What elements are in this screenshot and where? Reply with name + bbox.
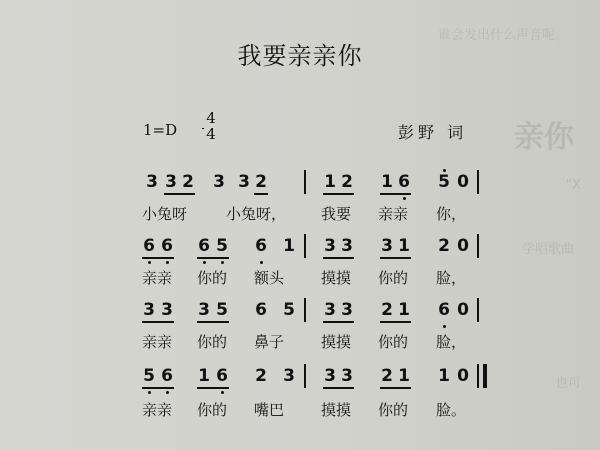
note: 3 xyxy=(238,172,250,192)
note: 1 xyxy=(198,366,210,386)
low-octave-dot xyxy=(148,391,151,394)
note: 2 xyxy=(438,236,450,256)
note: 3 xyxy=(341,300,353,320)
note: 6 xyxy=(161,366,173,386)
background-text-side-b: 学唱歌曲 xyxy=(522,242,575,257)
low-octave-dot xyxy=(221,261,224,264)
time-signature-bottom: 4 xyxy=(206,125,216,143)
note: 3 xyxy=(283,366,295,386)
note: 2 xyxy=(255,366,267,386)
note: 3 xyxy=(213,172,225,192)
note: 1 xyxy=(398,366,410,386)
note: 1 xyxy=(381,172,393,192)
note: 6 xyxy=(255,236,267,256)
lyric-word: 亲亲 xyxy=(142,333,173,351)
bar-line xyxy=(304,170,306,194)
background-text-top-right: 谁会发出什么声音呢。 xyxy=(438,28,569,43)
bar-line xyxy=(304,364,306,388)
eighth-beam xyxy=(380,321,411,323)
lyric-word: 脸， xyxy=(436,269,467,287)
bar-line xyxy=(477,234,479,258)
eighth-beam xyxy=(164,193,195,195)
final-bar-line-thin xyxy=(477,364,479,388)
lyric-word: 你的 xyxy=(378,333,409,351)
lyric-word: 脸。 xyxy=(436,401,467,419)
lyricist-credit: 彭野 词 xyxy=(398,123,468,142)
lyric-word: 你的 xyxy=(197,269,228,287)
final-bar-line-thick xyxy=(483,364,487,388)
time-signature xyxy=(202,110,220,142)
note: 2 xyxy=(341,172,353,192)
lyric-word: 你的 xyxy=(378,401,409,419)
eighth-beam xyxy=(197,257,229,259)
note: 1 xyxy=(398,236,410,256)
background-text-side-title: 亲你 xyxy=(514,120,574,155)
lyric-word: 嘴巴 xyxy=(254,401,285,419)
key-signature: 1=D xyxy=(143,121,178,139)
low-octave-dot xyxy=(260,261,263,264)
time-signature-top: 4 xyxy=(206,109,216,127)
eighth-beam xyxy=(323,321,354,323)
song-title: 我要亲亲你 xyxy=(237,42,363,70)
lyric-word: 你的 xyxy=(378,269,409,287)
note: 3 xyxy=(341,236,353,256)
note: 3 xyxy=(161,300,173,320)
note: 2 xyxy=(255,172,267,192)
lyric-word: 小兔呀 xyxy=(142,205,188,223)
note: 1 xyxy=(398,300,410,320)
eighth-beam xyxy=(197,321,229,323)
note: 6 xyxy=(438,300,450,320)
eighth-beam xyxy=(380,257,411,259)
note: 0 xyxy=(457,300,469,320)
lyric-word: 摸摸 xyxy=(321,269,352,287)
note: 1 xyxy=(283,236,295,256)
eighth-beam xyxy=(323,257,354,259)
time-signature-divider xyxy=(202,128,204,129)
lyric-word: 亲亲 xyxy=(378,205,409,223)
background-text-side-a: "X xyxy=(566,178,581,193)
lyric-word: 小兔呀， xyxy=(226,205,287,223)
lyric-word: 亲亲 xyxy=(142,269,173,287)
note: 6 xyxy=(398,172,410,192)
lyric-word: 摸摸 xyxy=(321,333,352,351)
lyric-word: 我要 xyxy=(321,205,352,223)
eighth-beam xyxy=(323,387,354,389)
note: 2 xyxy=(381,366,393,386)
eighth-beam xyxy=(380,387,411,389)
note: 3 xyxy=(324,366,336,386)
bar-line xyxy=(304,234,306,258)
low-octave-dot xyxy=(221,391,224,394)
note: 6 xyxy=(161,236,173,256)
lyric-word: 鼻子 xyxy=(254,333,285,351)
bar-line xyxy=(304,298,306,322)
note: 3 xyxy=(341,366,353,386)
low-octave-dot xyxy=(403,197,406,200)
bar-line xyxy=(477,170,479,194)
lyric-word: 你的 xyxy=(197,401,228,419)
lyric-word: 摸摸 xyxy=(321,401,352,419)
note: 1 xyxy=(438,366,450,386)
note: 3 xyxy=(143,300,155,320)
note: 3 xyxy=(324,236,336,256)
note: 3 xyxy=(324,300,336,320)
note: 5 xyxy=(438,172,450,192)
eighth-beam xyxy=(197,387,229,389)
note: 6 xyxy=(216,366,228,386)
eighth-beam xyxy=(254,193,268,195)
note: 5 xyxy=(143,366,155,386)
note: 0 xyxy=(457,236,469,256)
low-octave-dot xyxy=(148,261,151,264)
low-octave-dot xyxy=(166,261,169,264)
note: 3 xyxy=(146,172,158,192)
bar-line xyxy=(477,298,479,322)
eighth-beam xyxy=(380,193,411,195)
eighth-beam xyxy=(142,387,174,389)
lyric-word: 脸， xyxy=(436,333,467,351)
note: 5 xyxy=(216,236,228,256)
note: 3 xyxy=(165,172,177,192)
note: 3 xyxy=(198,300,210,320)
background-text-side-c: 也可 xyxy=(555,376,582,391)
eighth-beam xyxy=(142,321,174,323)
note: 0 xyxy=(457,172,469,192)
eighth-beam xyxy=(142,257,174,259)
lyric-word: 额头 xyxy=(254,269,285,287)
lyric-word: 亲亲 xyxy=(142,401,173,419)
low-octave-dot xyxy=(166,391,169,394)
lyric-word: 你， xyxy=(436,205,467,223)
low-octave-dot xyxy=(443,325,446,328)
note: 6 xyxy=(143,236,155,256)
note: 5 xyxy=(216,300,228,320)
note: 0 xyxy=(457,366,469,386)
note: 6 xyxy=(198,236,210,256)
note: 3 xyxy=(381,236,393,256)
high-octave-dot xyxy=(443,169,446,172)
note: 2 xyxy=(381,300,393,320)
lyric-word: 你的 xyxy=(197,333,228,351)
note: 5 xyxy=(283,300,295,320)
low-octave-dot xyxy=(203,261,206,264)
note: 1 xyxy=(324,172,336,192)
eighth-beam xyxy=(323,193,354,195)
note: 6 xyxy=(255,300,267,320)
note: 2 xyxy=(182,172,194,192)
